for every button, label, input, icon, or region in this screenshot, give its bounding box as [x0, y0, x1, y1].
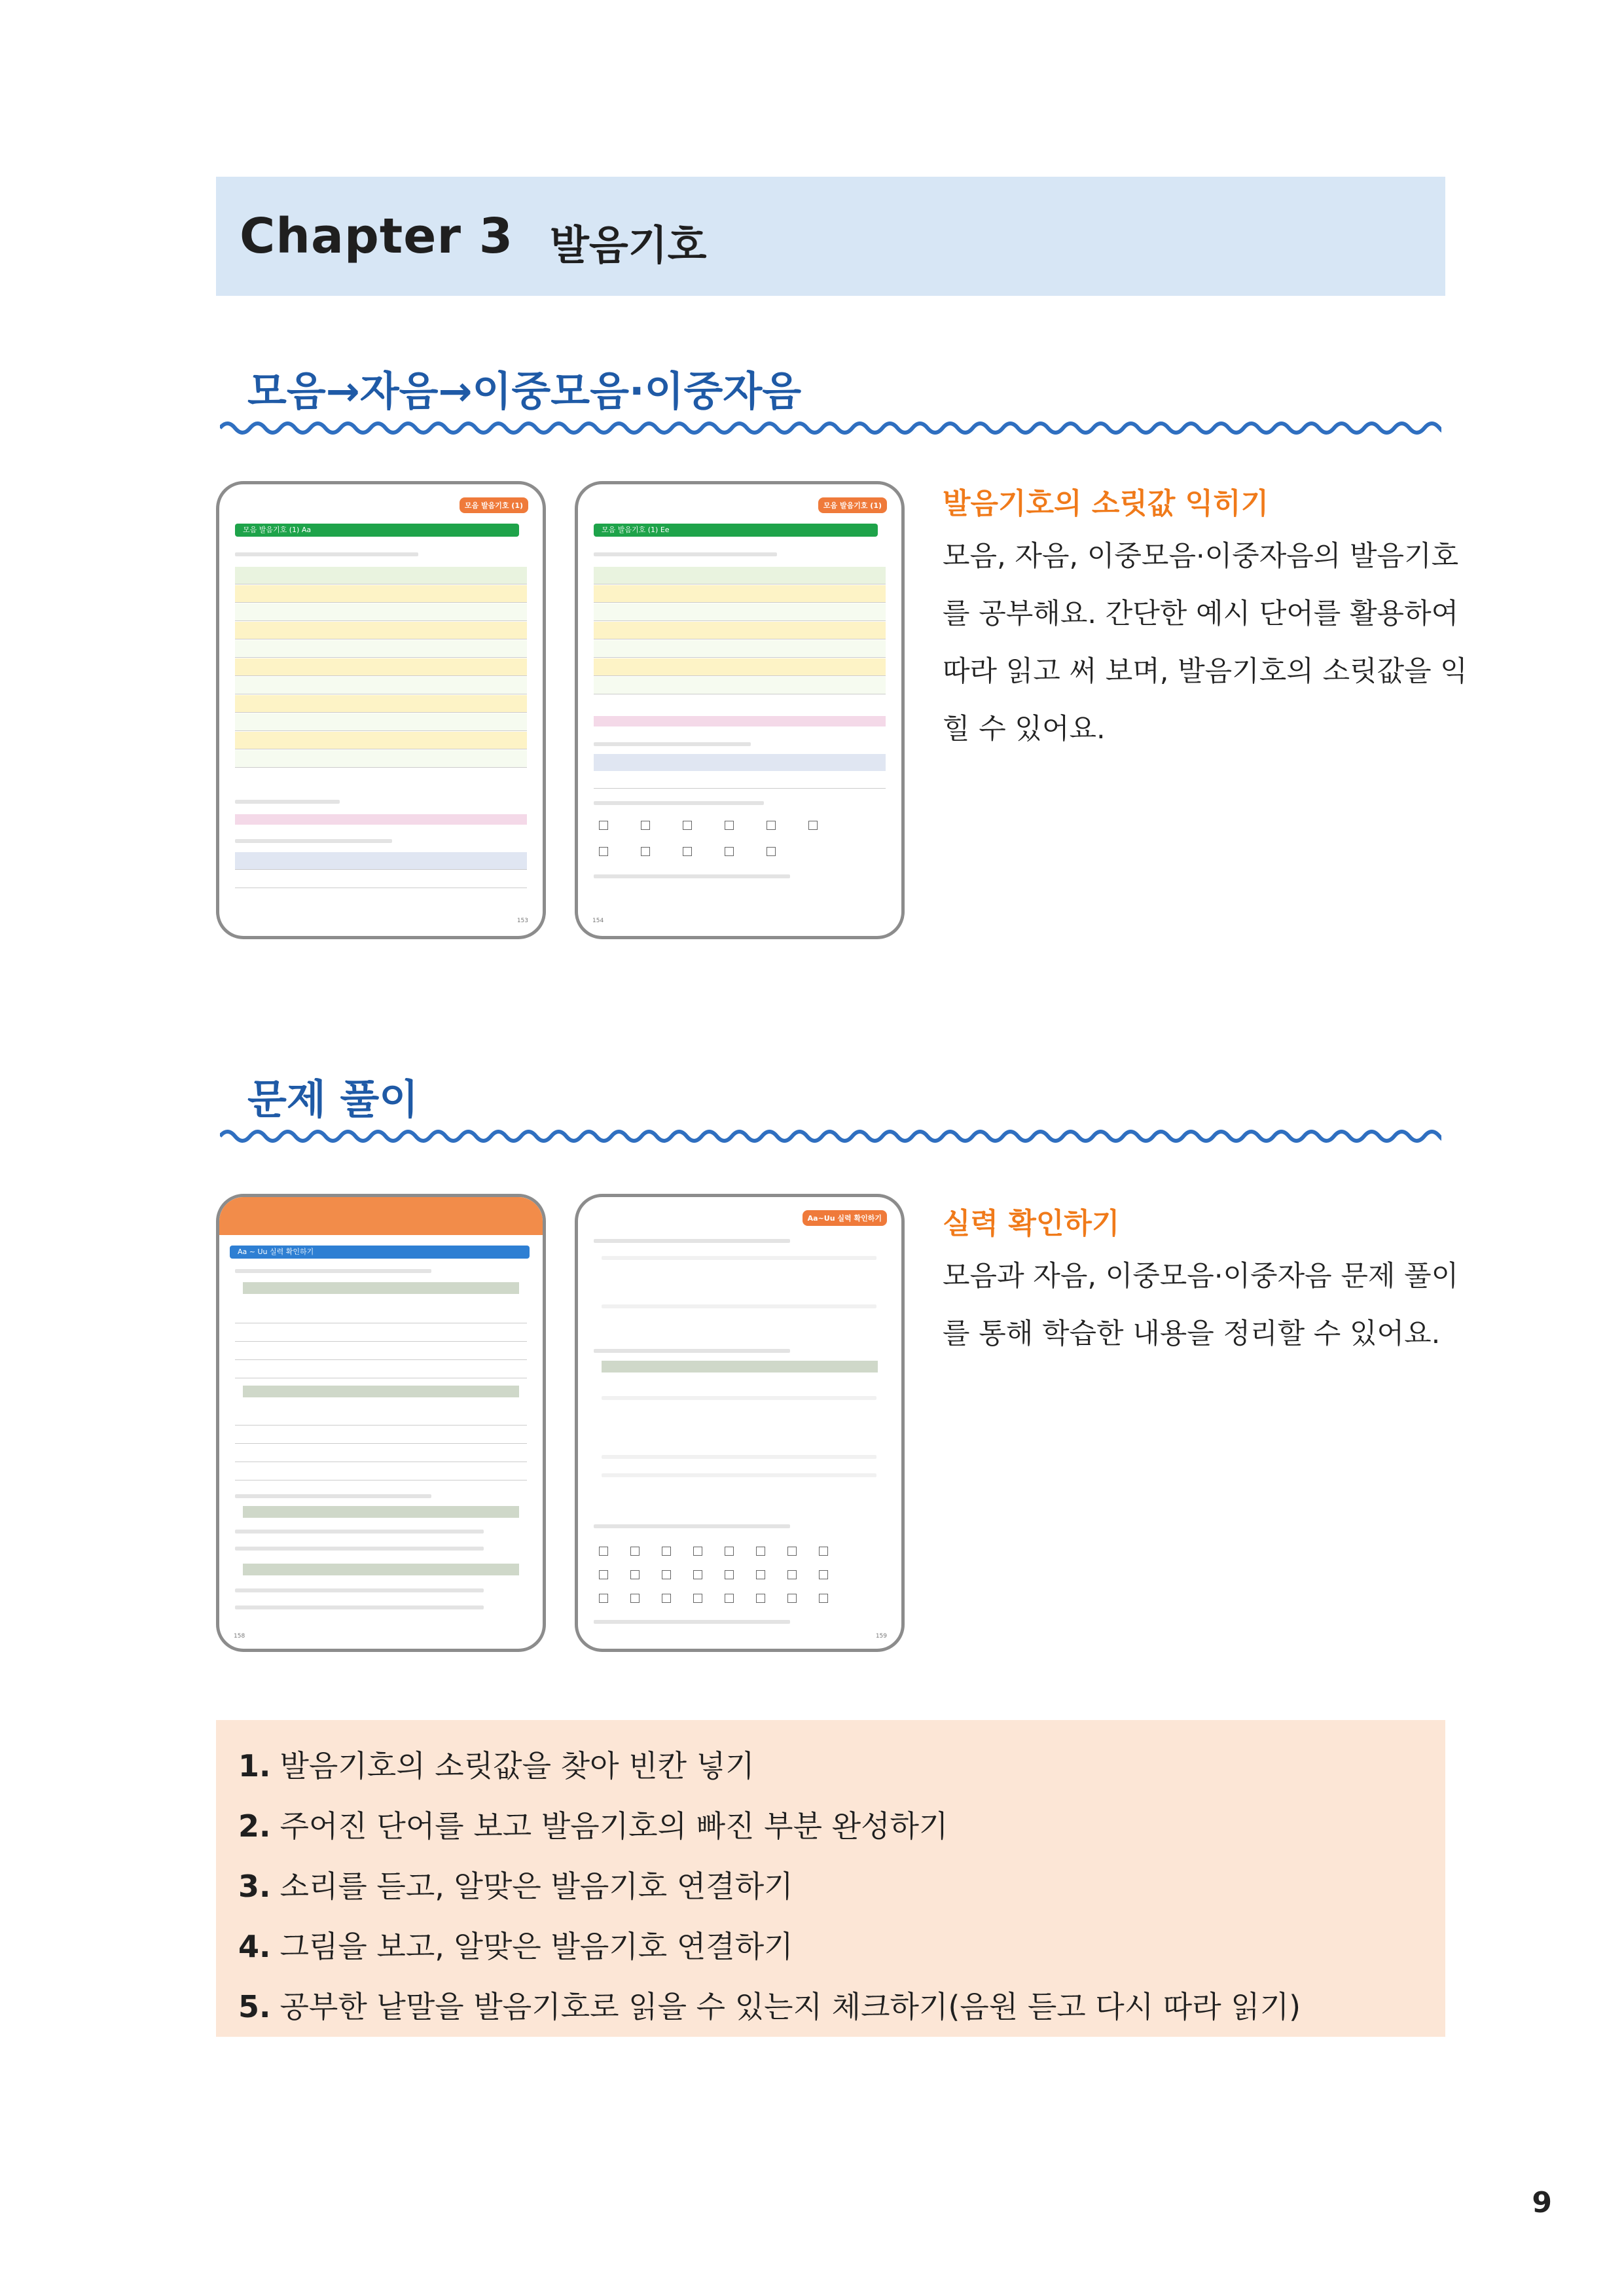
section2-desc-title: 실력 확인하기	[943, 1207, 1120, 1240]
list-item	[238, 1983, 1301, 2026]
desc-line: 따라 읽고 써 보며, 발음기호의 소릿값을 익	[943, 655, 1468, 688]
thumb-strip: Aa ~ Uu 실력 확인하기	[230, 1246, 530, 1259]
section2-desc-body	[943, 1247, 1459, 1363]
thumb-page-number: 154	[592, 918, 604, 924]
section-title-1: 모음→자음→이중모음·이중자음	[247, 367, 802, 415]
list-item	[238, 1803, 948, 1846]
thumb-page-number: 153	[516, 918, 528, 924]
thumb-page-number: 158	[234, 1633, 245, 1640]
page-number: 9	[1532, 2186, 1552, 2219]
list-item-number: 2.	[238, 1808, 271, 1844]
wave-divider-2	[220, 1124, 1441, 1148]
list-item-number: 3.	[238, 1869, 271, 1904]
activity-list	[216, 1720, 1445, 2037]
desc-line: 모음과 자음, 이중모음·이중자음 문제 풀이	[943, 1260, 1459, 1293]
thumb-strip: 모음 발음기호 (1) Ee	[594, 524, 878, 537]
chapter-header	[216, 177, 1445, 296]
thumb-tag: Aa~Uu 실력 확인하기	[803, 1210, 887, 1226]
thumb-strip: 모음 발음기호 (1) Aa	[235, 524, 519, 537]
list-item-number: 4.	[238, 1929, 271, 1964]
desc-line: 를 공부해요. 간단한 예시 단어를 활용하여	[943, 598, 1459, 630]
list-item-text: 공부한 낱말을 발음기호로 읽을 수 있는지 체크하기(음원 듣고 다시 따라 읽기)	[280, 1989, 1301, 2024]
list-item-number: 5.	[238, 1989, 271, 2024]
list-item	[238, 1742, 755, 1785]
wave-divider-1	[220, 416, 1441, 440]
list-item-text: 소리를 듣고, 알맞은 발음기호 연결하기	[280, 1869, 793, 1904]
thumbnail-page-vowel-ee	[575, 481, 905, 939]
list-item-text: 발음기호의 소릿값을 찾아 빈칸 넣기	[280, 1748, 755, 1784]
list-item-text: 그림을 보고, 알맞은 발음기호 연결하기	[280, 1929, 793, 1964]
list-item-number: 1.	[238, 1748, 271, 1784]
thumbnail-page-review-left	[216, 1194, 546, 1652]
thumb-page-number: 159	[875, 1633, 887, 1640]
desc-line: 모음, 자음, 이중모음·이중자음의 발음기호	[943, 540, 1459, 573]
thumb-tag: 모음 발음기호 (1)	[818, 497, 887, 513]
list-item	[238, 1863, 793, 1906]
list-item	[238, 1923, 793, 1966]
chapter-title: 발음기호	[550, 221, 707, 269]
section1-desc-title: 발음기호의 소릿값 익히기	[943, 487, 1269, 520]
list-item-text: 주어진 단어를 보고 발음기호의 빠진 부분 완성하기	[280, 1808, 948, 1844]
section1-desc-body	[943, 528, 1468, 758]
thumb-tag: 모음 발음기호 (1)	[460, 497, 528, 513]
thumbnail-page-vowel-aa	[216, 481, 546, 939]
thumbnail-page-review-right	[575, 1194, 905, 1652]
desc-line: 를 통해 학습한 내용을 정리할 수 있어요.	[943, 1318, 1441, 1350]
section-title-2: 문제 풀이	[247, 1075, 419, 1123]
desc-line: 힐 수 있어요.	[943, 713, 1106, 745]
chapter-label: Chapter 3	[240, 208, 514, 264]
